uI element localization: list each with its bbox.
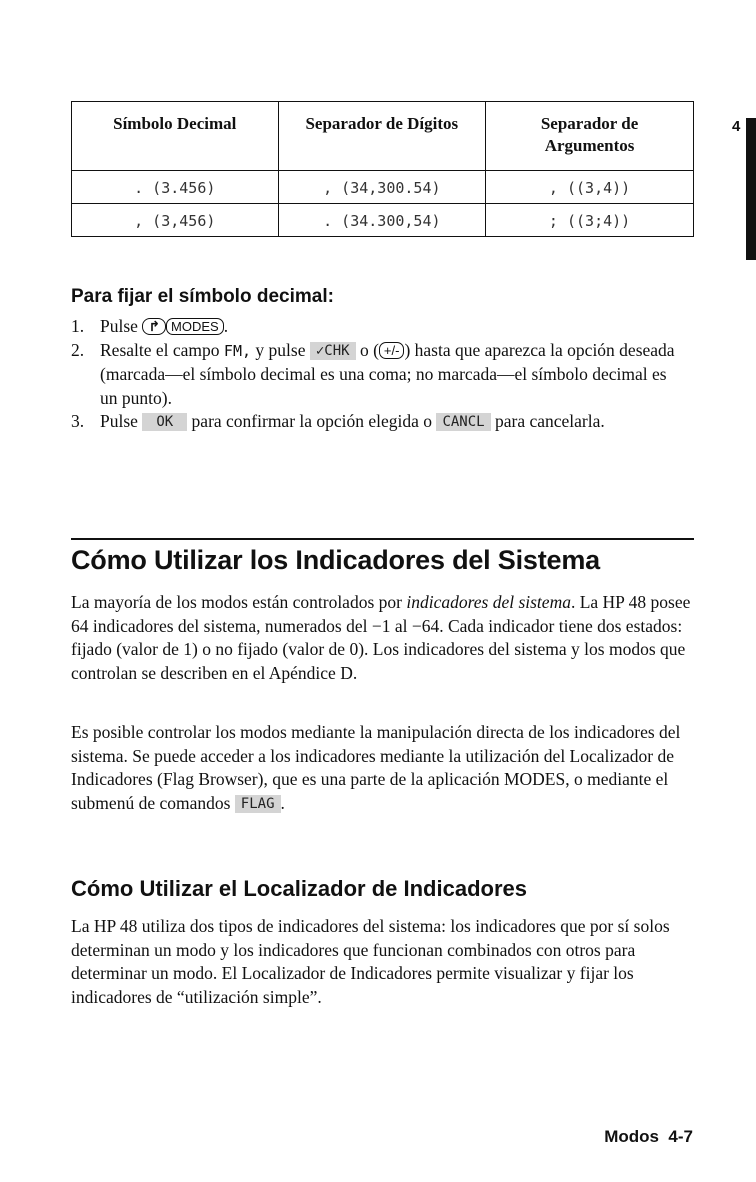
emphasis-text: indicadores del sistema <box>406 592 571 612</box>
step-text: . <box>223 316 229 336</box>
section-paragraph-2 <box>71 721 696 815</box>
step-text: para cancelarla. <box>494 411 605 431</box>
table-header-row <box>72 102 694 171</box>
paragraph-text: . <box>280 792 285 813</box>
list-item: 2. Resalte el campo FM, y pulse ✓CHK o ( +/- ) hasta que aparezca la opción deseada (marcada—el símbolo decimal es una coma; no marcada—el símbolo decimal es un punto). <box>71 339 675 408</box>
step-text: para confirmar la opción elegida o <box>191 411 433 431</box>
decimal-heading: Para fijar el símbolo decimal: <box>71 286 334 307</box>
table-header-cell <box>486 102 694 171</box>
table-cell: , ((3,4)) <box>486 171 694 204</box>
chapter-tab-bar <box>746 118 756 260</box>
table-header-label: Separador de Argumentos <box>540 114 639 155</box>
table-cell: ; ((3;4)) <box>486 204 694 237</box>
table-cell: , (34,300.54) <box>278 171 486 204</box>
table-cell: , (3,456) <box>72 204 279 237</box>
list-item <box>71 410 686 434</box>
footer-label: Modos <box>604 1127 659 1146</box>
step-text: ) hasta que aparezca la opción deseada (marcada—el símbolo decimal es una coma; no marcada—el símbolo decimal es un punto). <box>100 339 675 408</box>
step-text: Pulse <box>100 316 138 336</box>
paragraph-text: Es posible controlar los modos mediante la manipulación directa de los indicadores del sistema. Se puede acceder a los indicadores mediante la utilización del Localizador de Indicadores (Flag Browser), que es una parte de la aplicación MODES, o mediante el submenú de comandos <box>71 722 681 813</box>
step-text: Pulse <box>100 411 138 431</box>
section-divider <box>71 538 694 540</box>
step-text: Resalte el campo <box>100 339 220 360</box>
paragraph-text: La mayoría de los modos están controlados por <box>71 592 402 612</box>
ok-menu-key: OK <box>142 413 187 431</box>
section-paragraph-1 <box>71 591 696 685</box>
chapter-tab-number: 4 <box>732 118 741 135</box>
list-item <box>71 315 686 339</box>
flag-menu-key: FLAG <box>235 795 281 813</box>
table-row <box>72 171 694 204</box>
table-header-cell: Separador de Dígitos <box>278 102 486 171</box>
field-name: FM, <box>223 341 252 360</box>
steps-list <box>71 315 686 434</box>
section-heading: Cómo Utilizar los Indicadores del Sistema <box>71 545 600 575</box>
step-text: o <box>359 339 369 360</box>
subsection-heading: Cómo Utilizar el Localizador de Indicadores <box>71 876 527 901</box>
plus-minus-key: +/- <box>379 342 405 359</box>
table-cell: . (3.456) <box>72 171 279 204</box>
modes-key: MODES <box>166 318 224 335</box>
table-header-cell: Símbolo Decimal <box>72 102 279 171</box>
table-row <box>72 204 694 237</box>
chk-menu-key: ✓CHK <box>310 342 356 360</box>
subsection-paragraph: La HP 48 utiliza dos tipos de indicadores del sistema: los indicadores que por sí solos determinan un modo y los indicadores que funcionan combinados con otros para determinar un modo. El Localizador de Indicadores permite visualizar y fijar los indicadores de “utilización simple”. <box>71 916 670 1007</box>
table-cell: . (34.300,54) <box>278 204 486 237</box>
step-number: 2. <box>71 339 85 360</box>
paragraph-text: . La HP 48 posee 64 indicadores del sistema, numerados del −1 al −64. Cada indicador tiene dos estados: fijado (valor de 1) o no fijado (valor de 0). Los indicadores del sistema y los modos que controlan se describen en el Apéndice D. <box>71 592 691 683</box>
page-number: 4-7 <box>668 1127 693 1146</box>
separator-table <box>71 101 694 237</box>
step-number: 3. <box>71 411 85 431</box>
cancel-menu-key: CANCL <box>436 413 490 431</box>
right-shift-key: ↱ <box>142 318 166 335</box>
page-footer <box>604 1127 693 1147</box>
step-text: y pulse <box>255 339 306 360</box>
step-number: 1. <box>71 316 85 336</box>
